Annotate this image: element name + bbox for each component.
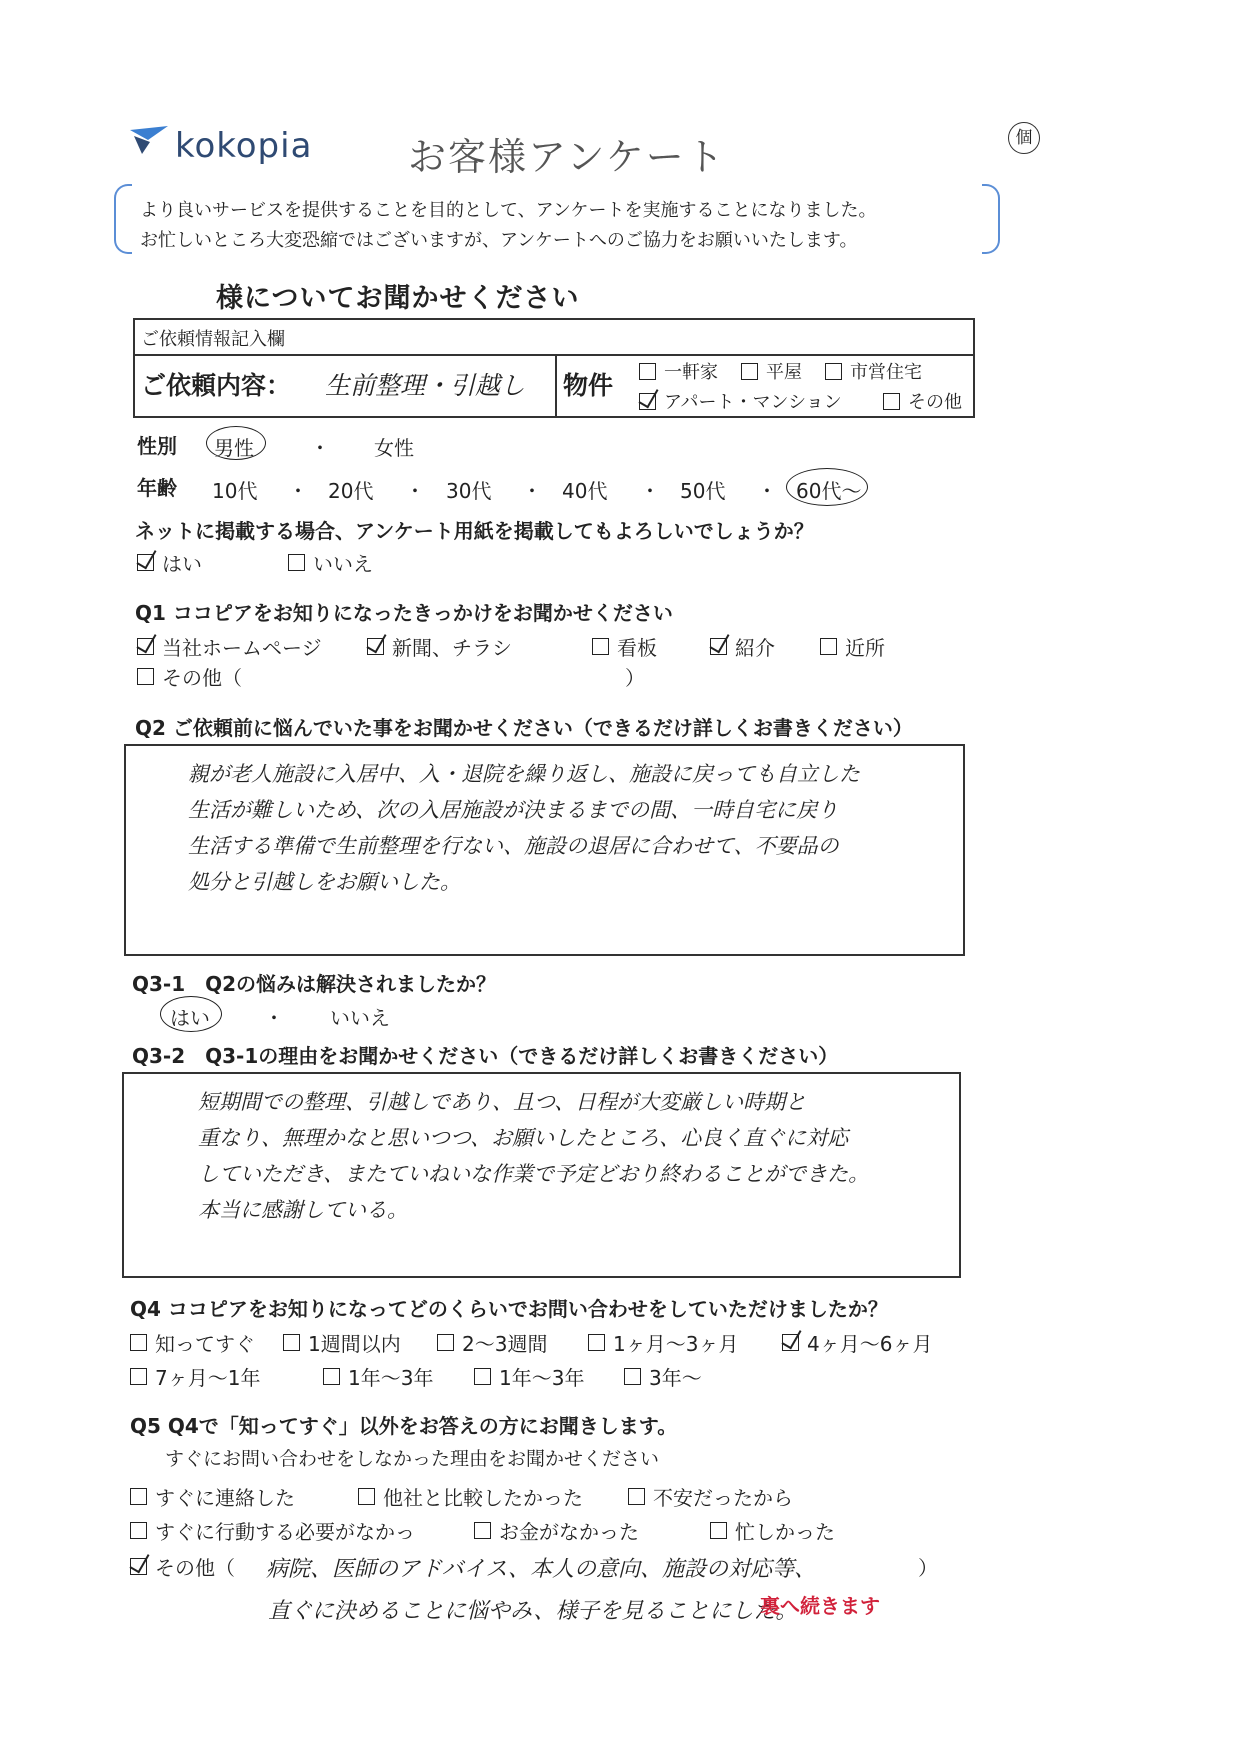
q4-option-1-3-years-b[interactable]: 1年〜3年 bbox=[474, 1362, 584, 1391]
q5-checkbox[interactable] bbox=[474, 1522, 491, 1539]
request-box-column-divider bbox=[555, 354, 557, 418]
q5-question: Q5 Q4で「知ってすぐ」以外をお答えの方にお聞きします。 bbox=[130, 1414, 678, 1438]
q4-option-4-6-months[interactable]: 4ヶ月〜6ヶ月 bbox=[782, 1328, 932, 1357]
q1-checkbox[interactable] bbox=[592, 638, 609, 655]
age-label: 年齢 bbox=[137, 476, 177, 500]
age-option-40s[interactable]: 40代 bbox=[562, 479, 608, 503]
q5-option-compare[interactable]: 他社と比較したかった bbox=[358, 1482, 583, 1511]
age-option-30s[interactable]: 30代 bbox=[446, 479, 492, 503]
q4-option-1-3-months[interactable]: 1ヶ月〜3ヶ月 bbox=[588, 1328, 738, 1357]
publish-checkbox[interactable] bbox=[288, 554, 305, 571]
q4-option-2-3-weeks[interactable]: 2〜3週間 bbox=[437, 1328, 547, 1357]
q3-1-separator: ・ bbox=[264, 1006, 284, 1030]
q3-2-answer-line: していただき、またていねいな作業で予定どおり終わることができた。 bbox=[198, 1162, 870, 1186]
q5-option-no-need[interactable]: すぐに行動する必要がなかっ bbox=[130, 1516, 415, 1545]
q5-checkbox[interactable] bbox=[130, 1488, 147, 1505]
q5-option-no-money[interactable]: お金がなかった bbox=[474, 1516, 639, 1545]
gender-option-female[interactable]: 女性 bbox=[374, 436, 414, 460]
q5-checkbox[interactable] bbox=[130, 1522, 147, 1539]
q5-option-contacted-soon[interactable]: すぐに連絡した bbox=[130, 1482, 295, 1511]
q4-checkbox[interactable] bbox=[283, 1334, 300, 1351]
property-checkbox[interactable] bbox=[825, 363, 842, 380]
property-checkbox[interactable] bbox=[883, 393, 900, 410]
age-separator: ・ bbox=[522, 479, 542, 503]
publish-option-no[interactable]: いいえ bbox=[288, 548, 373, 577]
q3-2-answer-line: 重なり、無理かなと思いつつ、お願いしたところ、心良く直ぐに対応 bbox=[198, 1126, 849, 1150]
age-separator: ・ bbox=[640, 479, 660, 503]
property-checkbox[interactable] bbox=[639, 393, 656, 410]
q1-option-newspaper[interactable]: 新聞、チラシ bbox=[367, 632, 512, 661]
q1-checkbox[interactable] bbox=[710, 638, 727, 655]
q5-option-other[interactable]: その他（ bbox=[130, 1552, 235, 1581]
q1-checkbox[interactable] bbox=[137, 638, 154, 655]
q1-question: Q1 ココピアをお知りになったきっかけをお聞かせください bbox=[135, 601, 673, 625]
logo-mark-icon bbox=[128, 124, 172, 158]
age-separator: ・ bbox=[757, 479, 777, 503]
request-content-label: ご依頼内容： bbox=[141, 371, 292, 400]
request-box-heading: ご依頼情報記入欄 bbox=[141, 329, 285, 350]
property-checkbox[interactable] bbox=[639, 363, 656, 380]
request-box-divider bbox=[135, 354, 973, 356]
page-title: お客様アンケート bbox=[408, 135, 726, 179]
q3-2-answer-box[interactable] bbox=[122, 1072, 961, 1278]
intro-bracket-left bbox=[114, 184, 132, 254]
q2-answer-line: 処分と引越しをお願いした。 bbox=[188, 870, 461, 894]
age-separator: ・ bbox=[405, 479, 425, 503]
gender-option-male[interactable]: 男性 bbox=[214, 436, 254, 460]
age-option-20s[interactable]: 20代 bbox=[328, 479, 374, 503]
age-separator: ・ bbox=[288, 479, 308, 503]
q1-checkbox[interactable] bbox=[137, 668, 154, 685]
property-option-one-story[interactable]: 平屋 bbox=[741, 358, 802, 384]
q2-answer-box[interactable] bbox=[124, 744, 965, 956]
intro-line-2: お忙しいところ大変恐縮ではございますが、アンケートへのご協力をお願いいたします。 bbox=[140, 230, 858, 251]
request-info-box bbox=[133, 318, 975, 418]
q5-checkbox[interactable] bbox=[130, 1558, 147, 1575]
q2-question: Q2 ご依頼前に悩んでいた事をお聞かせください（できるだけ詳しくお書きください） bbox=[135, 716, 913, 740]
property-option-other[interactable]: その他 bbox=[883, 388, 962, 414]
q5-continuation[interactable]: 直ぐに決めることに悩やみ、様子を見ることにした。 bbox=[268, 1599, 798, 1624]
gender-label: 性別 bbox=[137, 434, 177, 458]
publish-question: ネットに掲載する場合、アンケート用紙を掲載してもよろしいでしょうか？ bbox=[135, 519, 814, 543]
q3-2-answer-line: 短期間での整理、引越しであり、且つ、日程が大変厳しい時期と bbox=[198, 1090, 807, 1114]
q2-answer-line: 生活が難しいため、次の入居施設が決まるまでの間、一時自宅に戻り bbox=[188, 798, 839, 822]
q5-other-close: ） bbox=[918, 1556, 938, 1580]
age-option-50s[interactable]: 50代 bbox=[680, 479, 726, 503]
age-option-10s[interactable]: 10代 bbox=[212, 479, 258, 503]
q3-1-option-no[interactable]: いいえ bbox=[330, 1006, 390, 1030]
q5-other-value[interactable]: 病院、医師のアドバイス、本人の意向、施設の対応等、 bbox=[266, 1557, 817, 1582]
section-title: 様についてお聞かせください bbox=[216, 283, 580, 314]
q1-option-neighborhood[interactable]: 近所 bbox=[820, 632, 885, 661]
property-checkbox[interactable] bbox=[741, 363, 758, 380]
property-label: 物件 bbox=[563, 371, 614, 400]
q3-1-question: Q3-1 Q2の悩みは解決されましたか？ bbox=[132, 972, 497, 996]
q4-checkbox[interactable] bbox=[130, 1368, 147, 1385]
q3-2-question: Q3-2 Q3-1の理由をお聞かせください（できるだけ詳しくお書きください） bbox=[132, 1044, 839, 1068]
q4-option-3-years-plus[interactable]: 3年〜 bbox=[624, 1362, 702, 1391]
q2-answer-line: 生活する準備で生前整理を行ない、施設の退居に合わせて、不要品の bbox=[188, 834, 839, 858]
age-option-60s[interactable]: 60代〜 bbox=[796, 479, 862, 503]
intro-bracket-right bbox=[982, 184, 1000, 254]
q5-subquestion: すぐにお問い合わせをしなかった理由をお聞かせください bbox=[165, 1448, 660, 1470]
personal-badge: 個 bbox=[1008, 122, 1040, 154]
q5-checkbox[interactable] bbox=[358, 1488, 375, 1505]
q4-checkbox[interactable] bbox=[437, 1334, 454, 1351]
q1-option-referral[interactable]: 紹介 bbox=[710, 632, 775, 661]
intro-line-1: より良いサービスを提供することを目的として、アンケートを実施することになりました。 bbox=[140, 200, 877, 221]
q4-option-1-3-years[interactable]: 1年〜3年 bbox=[323, 1362, 433, 1391]
q5-checkbox[interactable] bbox=[628, 1488, 645, 1505]
request-content-value[interactable]: 生前整理・引越し bbox=[325, 371, 526, 400]
q4-checkbox[interactable] bbox=[588, 1334, 605, 1351]
q3-2-answer-line: 本当に感謝している。 bbox=[198, 1198, 408, 1222]
property-option-apartment[interactable]: アパート・マンション bbox=[639, 388, 842, 414]
q1-checkbox[interactable] bbox=[820, 638, 837, 655]
q4-checkbox[interactable] bbox=[624, 1368, 641, 1385]
q4-question: Q4 ココピアをお知りになってどのくらいでお問い合わせをしていただけましたか？ bbox=[130, 1297, 888, 1321]
q2-answer-line: 親が老人施設に入居中、入・退院を繰り返し、施設に戻っても自立した bbox=[188, 762, 860, 786]
publish-checkbox[interactable] bbox=[137, 554, 154, 571]
publish-option-yes[interactable]: はい bbox=[137, 548, 202, 577]
q4-option-within-week[interactable]: 1週間以内 bbox=[283, 1328, 401, 1357]
property-option-detached[interactable]: 一軒家 bbox=[639, 358, 718, 384]
q1-checkbox[interactable] bbox=[367, 638, 384, 655]
q4-checkbox[interactable] bbox=[782, 1334, 799, 1351]
q4-option-immediately[interactable]: 知ってすぐ bbox=[130, 1328, 255, 1357]
logo-text: kokopia bbox=[175, 126, 313, 166]
q4-checkbox[interactable] bbox=[474, 1368, 491, 1385]
q1-option-other[interactable]: その他（ bbox=[137, 662, 242, 691]
q1-option-signboard[interactable]: 看板 bbox=[592, 632, 657, 661]
gender-separator: ・ bbox=[310, 436, 330, 460]
q4-option-7-months-1-year[interactable]: 7ヶ月〜1年 bbox=[130, 1362, 260, 1391]
q4-checkbox[interactable] bbox=[323, 1368, 340, 1385]
q4-checkbox[interactable] bbox=[130, 1334, 147, 1351]
q1-other-close: ） bbox=[625, 666, 645, 690]
q5-option-anxious[interactable]: 不安だったから bbox=[628, 1482, 793, 1511]
q5-option-busy[interactable]: 忙しかった bbox=[710, 1516, 835, 1545]
q1-option-homepage[interactable]: 当社ホームページ bbox=[137, 632, 322, 661]
property-option-municipal[interactable]: 市営住宅 bbox=[825, 358, 922, 384]
q5-checkbox[interactable] bbox=[710, 1522, 727, 1539]
q3-1-option-yes[interactable]: はい bbox=[170, 1006, 210, 1030]
continue-on-back-note: 裏へ続きます bbox=[760, 1594, 880, 1618]
